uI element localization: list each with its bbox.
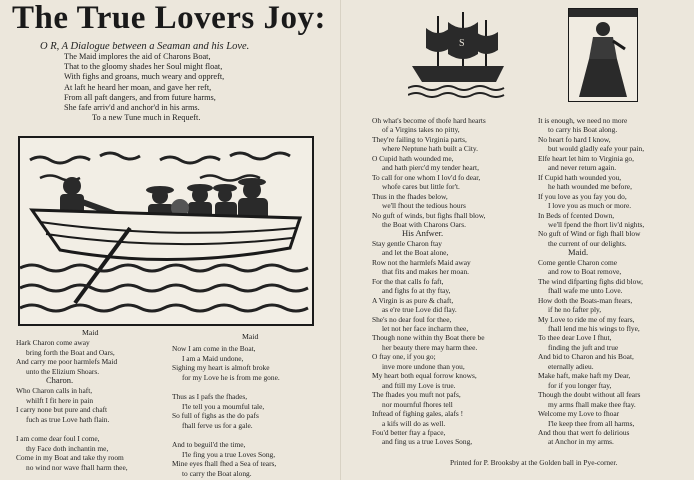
verse-line: we'll fpend the fhort liv'd nights,: [548, 219, 645, 229]
verse-line: And carry me poor harmlefs Maid: [16, 357, 118, 367]
verse-line: and ftill my Love is true.: [382, 380, 456, 390]
verse-line: and let the Boat alone,: [382, 248, 449, 258]
verse-line: I'le tell you a mournful tale,: [182, 401, 265, 411]
verse-line: No heart fo hard I know,: [538, 134, 611, 144]
verse-line: A Virgin is as pure & chaft,: [372, 295, 454, 305]
tune-line: To a new Tune much in Requeft.: [92, 113, 201, 123]
verse-line: For the that calls fo faft,: [372, 276, 444, 286]
verse-line: at Anchor in my arms.: [548, 437, 614, 447]
verse-line: for my Love he is from me gone.: [182, 372, 280, 382]
verse-line: and fighs fo at thy ftay,: [382, 286, 451, 296]
verse-line: her beauty there may harm thee.: [382, 342, 478, 352]
ballad-title: The True Lovers Joy:: [12, 0, 327, 36]
woman-woodcut: [568, 8, 638, 102]
verse-line: for if you longer ftay,: [548, 380, 612, 390]
verse-line: eternally adieu.: [548, 361, 594, 371]
verse-line: They're failing to Virginia parts,: [372, 134, 467, 144]
verse-line: my arms fhall make thee ftay.: [548, 399, 636, 409]
printer-imprint: Printed for P. Brooksby at the Golden ball in Pye-corner.: [450, 458, 618, 467]
verse-spacer: [172, 430, 280, 440]
verse-line: Oh what's become of thofe hard hearts: [372, 116, 486, 125]
verse-line: let not her face incharm thee,: [382, 323, 469, 333]
verse-line: whilft I fit here in pain: [26, 395, 94, 405]
verse-line: Come in my Boat and take thy room: [16, 453, 124, 463]
boat-illustration: [20, 138, 312, 324]
verse-spacer: [16, 424, 128, 434]
verse-line: I am come dear foul I come,: [16, 433, 100, 443]
verse-line: Inftead of fighing gales, alafs !: [372, 409, 464, 419]
verse-line: nor mournful fhores tell: [382, 399, 453, 409]
verse-line: unto the Elizium Shoars.: [26, 366, 100, 376]
verse-line: And bid to Charon and his Boat,: [538, 352, 634, 362]
verse-line: to carry the Boat along.: [182, 468, 252, 478]
verse-line: I'le keep thee from all harms,: [548, 418, 635, 428]
verse-line: I am a Maid undone,: [182, 353, 244, 363]
verse-line: Who Charon calls in haft,: [16, 385, 93, 395]
verse-line: Though the doubt without all fears: [538, 390, 641, 400]
verse-line: In Beds of fcented Down,: [538, 210, 615, 220]
verse-line: as e're true Love did flay.: [382, 305, 457, 315]
verse-line: fuch as true Love hath flain.: [26, 414, 110, 424]
verse-line: Thus as I pafs the fhades,: [172, 391, 248, 401]
speaker-label: Maid: [82, 328, 99, 337]
verse-line: a kifs will do as well.: [382, 418, 446, 428]
svg-text:S: S: [459, 38, 465, 49]
verse-line: if he no fafter ply,: [548, 305, 602, 315]
verse-column-4: [538, 116, 644, 447]
verse-line: O ftay one, if you go;: [372, 352, 436, 362]
boat-woodcut: [18, 136, 314, 326]
verse-column-3: [372, 116, 486, 447]
verse-line: Mine eyes fhall fhed a Sea of tears,: [172, 459, 277, 469]
verse-line: And to beguil'd the time,: [172, 439, 246, 449]
verse-line: To thee dear Love I fhut,: [538, 333, 612, 343]
woman-illustration: [569, 9, 637, 101]
verse-line: She's no dear foul for thee,: [372, 314, 452, 324]
verse-line: to carry his Boat along.: [548, 125, 618, 135]
verse-line: It is enough, we need no more: [538, 116, 628, 125]
ballad-subtitle: O R, A Dialogue between a Seaman and his Love.: [40, 41, 250, 52]
verse-line: No guft of winds, but fighs fhall blow,: [372, 210, 486, 220]
verse-line: bring forth the Boat and Oars,: [26, 347, 115, 357]
fold-line: [340, 0, 341, 480]
verse-line: that fits and makes her moan.: [382, 267, 470, 277]
verse-line: Fou'd better ftay a fpace,: [372, 427, 446, 437]
verse-line: fhall lend me his wings to flye,: [548, 323, 640, 333]
verse-line: of a Virgins takes no pitty,: [382, 125, 460, 135]
verse-line: Row not the harmlefs Maid away: [372, 257, 471, 267]
verse-line: Thus in the fhades below,: [372, 191, 448, 201]
verse-spacer: [172, 382, 280, 392]
verse-line: If you love as you fay you do,: [538, 191, 627, 201]
verse-line: I love you as much or more.: [548, 201, 632, 211]
verse-line: O Cupid hath wounded me,: [372, 153, 454, 163]
verse-line: How doth the Boats-man ftears,: [538, 295, 633, 305]
verse-line: Welcome my Love to fhoar: [538, 409, 620, 419]
verse-line: No guft of Wind or figh fhall blow: [538, 229, 641, 239]
verse-line: whofe cares but little for't.: [382, 182, 460, 192]
verse-line: And thou that wert fo delirious: [538, 427, 630, 437]
speaker-label: Maid: [242, 332, 259, 341]
verse-line: Though none within thy Boat there be: [372, 333, 485, 343]
verse-line: So full of fighs as the do pafs: [172, 411, 259, 421]
verse-line: Elfe heart let him to Virginia go,: [538, 153, 634, 163]
verse-line: thy Face doth inchantin me,: [26, 443, 109, 453]
verse-line: and row to Boat remove,: [548, 267, 622, 277]
verse-column-1: [16, 338, 128, 472]
verse-line: the Boat with Charons Oars.: [382, 219, 466, 229]
verse-line: no wind nor wave fhall harm thee,: [26, 462, 128, 472]
speaker-heading: Charon.: [46, 375, 74, 386]
verse-line: Now I am come in the Boat,: [172, 344, 256, 353]
verse-line: and fing us a true Loves Song,: [382, 437, 473, 447]
verse-line: but would gladly eafe your pain,: [548, 144, 645, 154]
verse-line: inve more undone than you,: [382, 361, 465, 371]
verse-line: I carry none but pure and chaft: [16, 405, 108, 415]
verse-line: fhall wafe me unto Love.: [548, 286, 623, 296]
verse-line: we'll fhout the tedious hours: [382, 201, 466, 211]
intro-line: The Maid implores the aid of Charons Boat,: [64, 52, 211, 61]
verse-line: and never return again.: [548, 163, 617, 173]
intro-line: At laft he heard her moan, and gave her reft,: [64, 82, 212, 92]
ship-woodcut: [408, 8, 508, 98]
verse-line: If Cupid hath wounded you,: [538, 172, 622, 182]
verse-line: Stay gentle Charon ftay: [372, 238, 442, 248]
verse-line: the current of our delights.: [548, 238, 627, 248]
verse-line: he hath wounded me before,: [548, 182, 632, 192]
intro-line: She fafe arriv'd and anchor'd in his arms.: [64, 103, 200, 113]
verse-line: where Neptune hath built a City.: [382, 144, 478, 154]
intro-verse: [64, 52, 292, 123]
verse-line: Hark Charon come away: [16, 338, 90, 347]
intro-line: With fighs and groans, much weary and oppreft,: [64, 72, 225, 82]
verse-line: The wind difparting fighs did blow,: [538, 276, 644, 286]
verse-line: My heart both equal forrow knows,: [372, 371, 477, 381]
verse-line: Make haft, make haft my Dear,: [538, 371, 631, 381]
verse-line: and hath pierc'd my tender heart,: [382, 163, 479, 173]
verse-line: I'le fing you a true Loves Song,: [182, 449, 276, 459]
verse-line: The fhades you muft not pafs,: [372, 390, 461, 400]
verse-line: To call for one whom I lov'd fo dear,: [372, 172, 481, 182]
ship-illustration: [408, 8, 508, 98]
verse-line: My Love to ride me of my fears,: [538, 314, 635, 324]
verse-line: Sighing my heart is almoft broke: [172, 363, 270, 373]
verse-column-2: [172, 344, 280, 478]
verse-line: finding the juft and true: [548, 342, 619, 352]
maid-heading: Maid.: [568, 247, 589, 258]
intro-line: That to the gloomy shades her Soul might float,: [64, 62, 223, 72]
verse-line: Come gentle Charon come: [538, 257, 618, 267]
verse-line: fhall ferve us for a gale.: [182, 420, 253, 430]
intro-line: From all paft dangers, and from future harms,: [64, 92, 216, 102]
answer-heading: His Anfwer.: [402, 228, 444, 239]
